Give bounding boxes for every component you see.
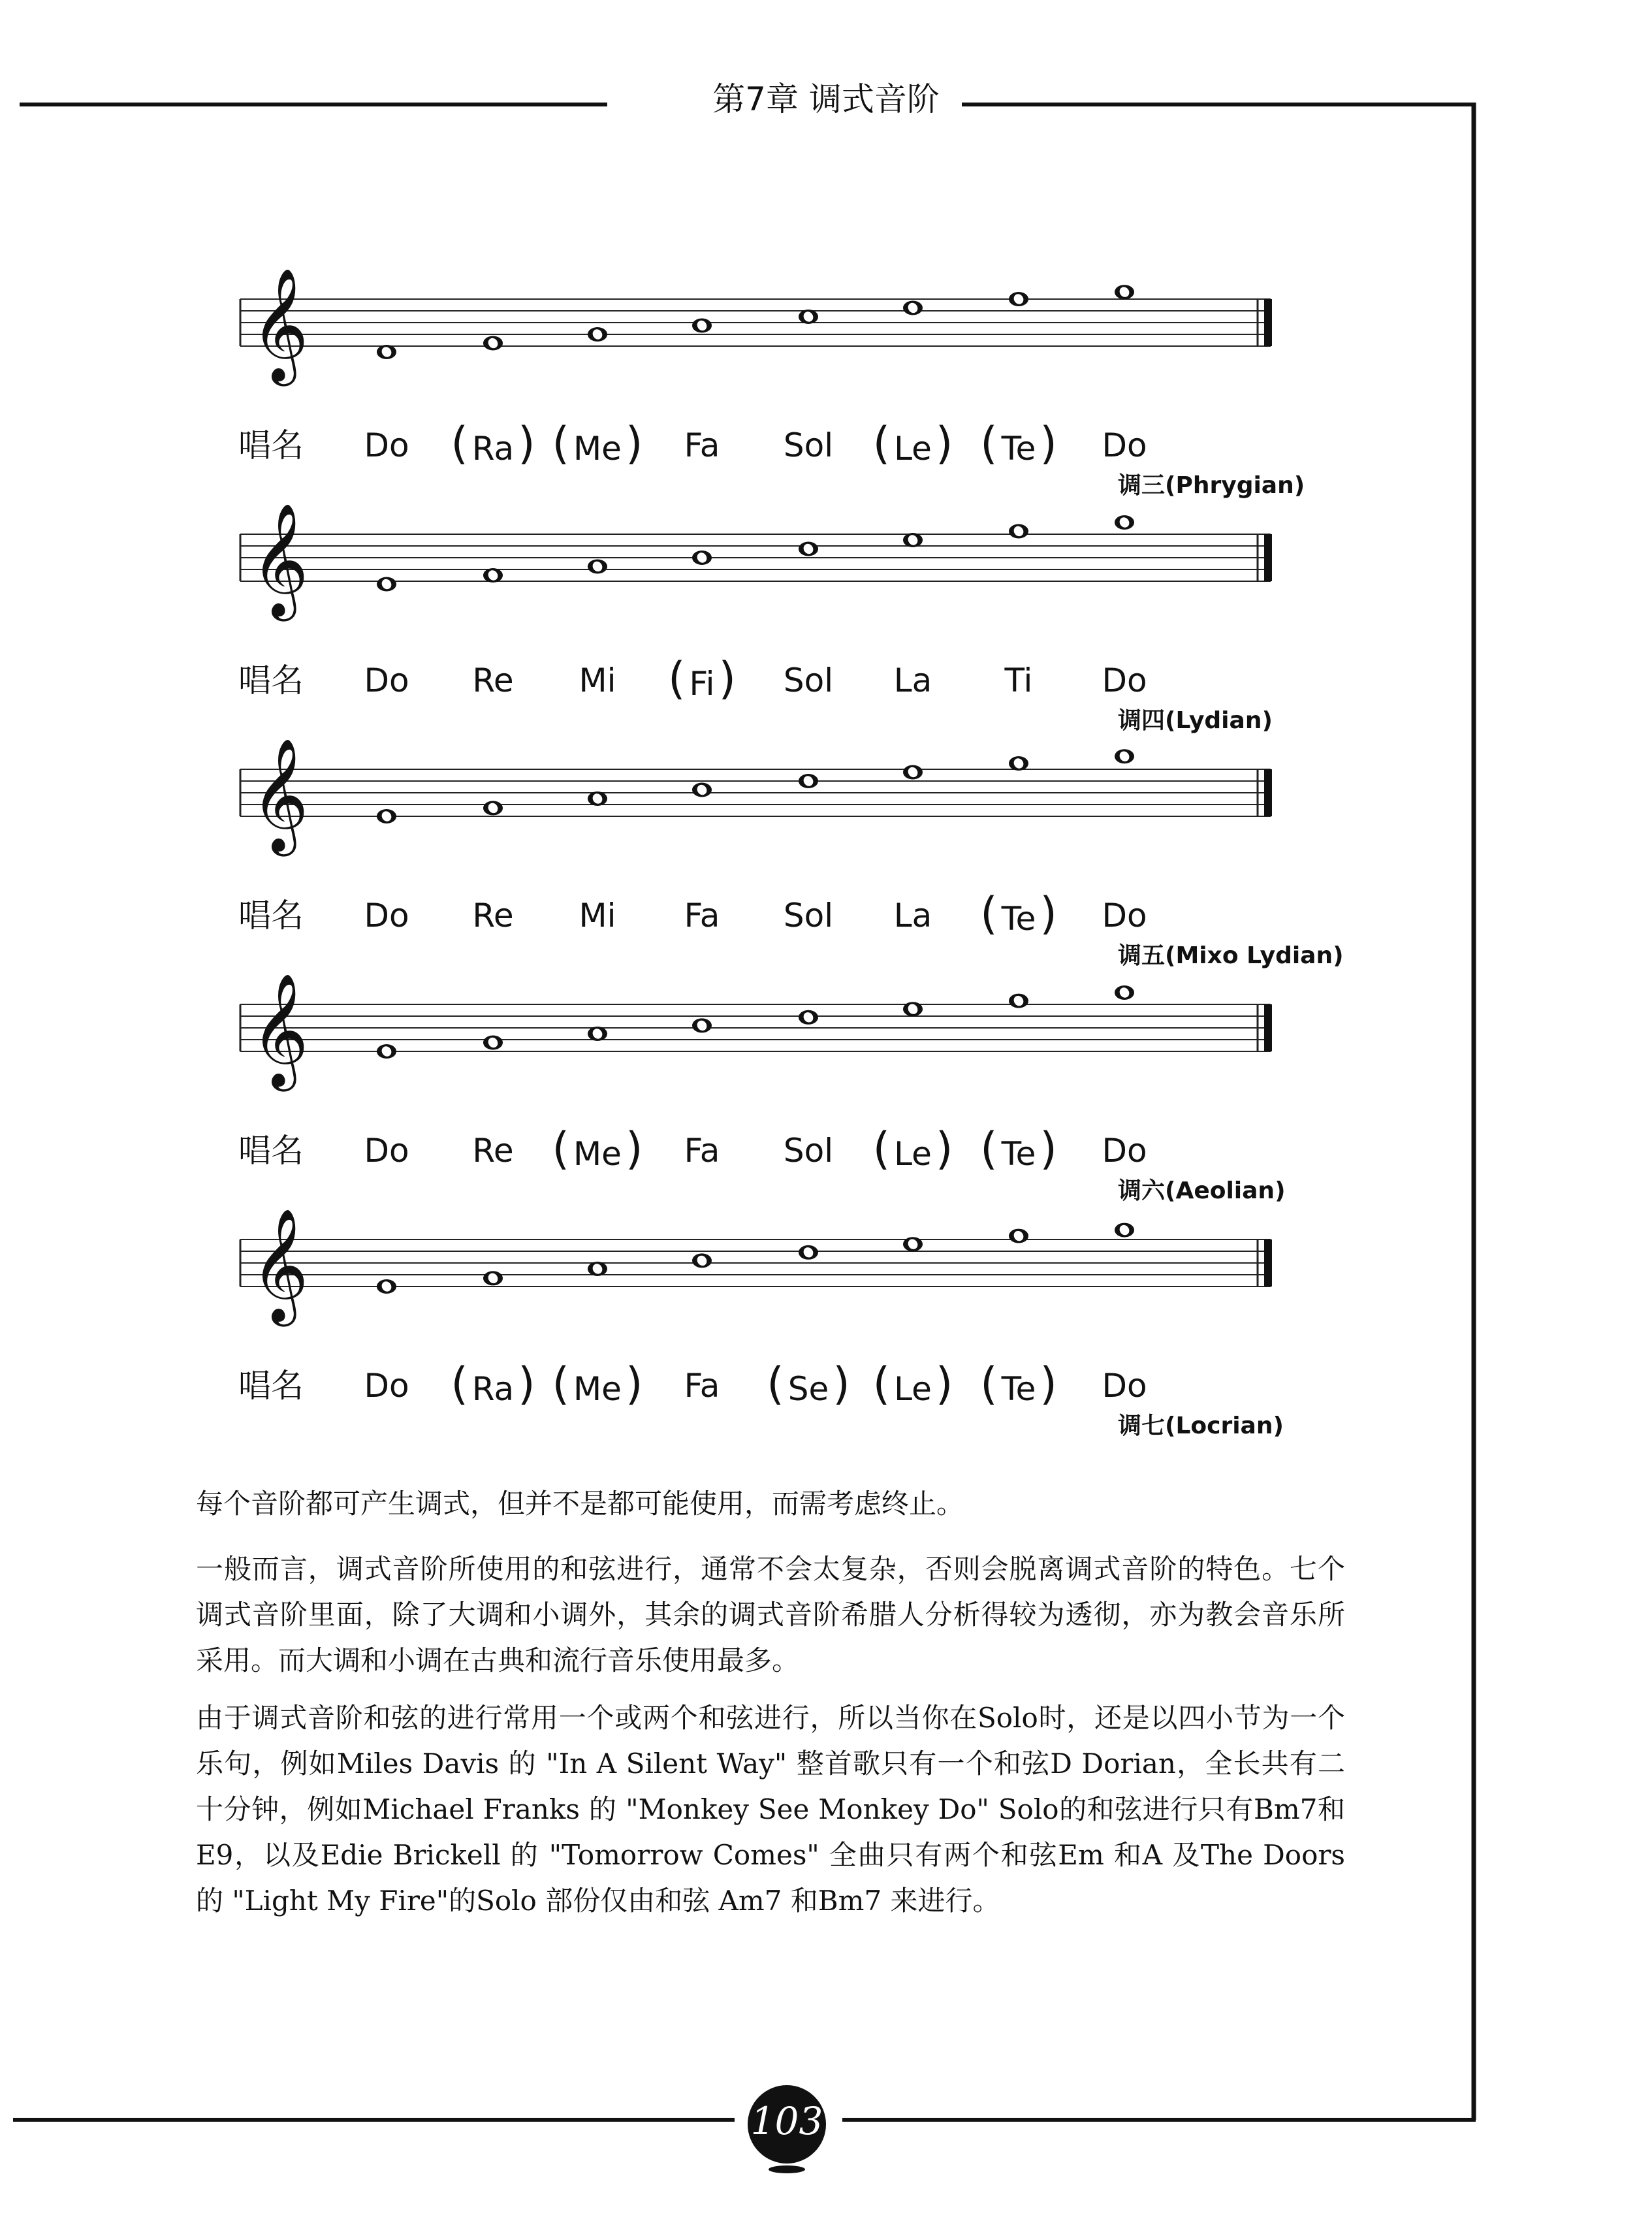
parenthesis-open: ( — [552, 418, 570, 470]
syllable-text: Le — [894, 430, 932, 468]
syllable-text: Se — [787, 1370, 829, 1408]
whole-note — [588, 560, 607, 574]
whole-note — [903, 533, 923, 547]
solfege-syllable: Do — [364, 1132, 409, 1170]
whole-note — [903, 1002, 923, 1016]
syllable-text: Le — [894, 1370, 932, 1408]
whole-note — [692, 1253, 712, 1268]
chapter-title-text: 第7章 调式音阶 — [690, 80, 962, 118]
syllable-text: Me — [573, 1135, 622, 1173]
solfege-syllable — [869, 1358, 957, 1410]
syllable-text: Te — [1001, 1370, 1036, 1408]
solfege-syllable: Sol — [783, 662, 834, 699]
solfege-syllable: Fa — [684, 1367, 720, 1405]
whole-note — [799, 1010, 818, 1025]
whole-note — [799, 310, 818, 324]
solfege-syllable: Fa — [684, 1132, 720, 1170]
whole-note — [1115, 1223, 1134, 1238]
paragraph-text: 每个音阶都可产生调式，但并不是都可能使用，而需考虑终止。 — [196, 1488, 964, 1520]
whole-note — [1115, 515, 1134, 530]
solfege-prefix: 唱名 — [238, 662, 304, 699]
barline-final-thick — [1264, 1004, 1272, 1051]
whole-note — [903, 1237, 923, 1251]
solfege-syllable: Re — [472, 1132, 514, 1170]
treble-clef-icon: 𝄞 — [251, 738, 309, 852]
parenthesis-close: ) — [935, 1123, 953, 1175]
solfege-syllable: La — [893, 662, 932, 699]
parenthesis-open: ( — [667, 653, 686, 705]
treble-clef-icon: 𝄞 — [251, 503, 309, 616]
mode-label-lydian: 调四(Lydian) — [1118, 707, 1273, 734]
whole-note — [588, 1027, 607, 1041]
parenthesis-close: ) — [625, 1123, 643, 1175]
staff — [240, 973, 1272, 1092]
whole-note — [1009, 994, 1028, 1008]
whole-note — [692, 783, 712, 797]
solfege-syllable — [976, 888, 1061, 940]
parenthesis-open: ( — [767, 1358, 784, 1410]
whole-note — [588, 791, 607, 806]
parenthesis-close: ) — [935, 418, 953, 470]
solfege-syllable — [869, 1123, 957, 1175]
whole-note — [588, 327, 607, 342]
whole-note — [903, 765, 923, 780]
whole-note — [1115, 285, 1134, 299]
whole-note — [1009, 292, 1028, 306]
syllable-text: Te — [1001, 1135, 1036, 1173]
syllable-text: Te — [1001, 900, 1036, 938]
paragraph-3 — [196, 1695, 1345, 1924]
parenthesis-close: ) — [518, 1358, 535, 1410]
parenthesis-open: ( — [980, 888, 998, 940]
solfege-syllable — [869, 418, 957, 470]
whole-note — [799, 1245, 818, 1260]
solfege-syllable: Fa — [684, 897, 720, 934]
whole-note — [692, 319, 712, 333]
solfege-syllable: Do — [1102, 1367, 1147, 1405]
treble-clef-icon: 𝄞 — [251, 973, 309, 1087]
parenthesis-open: ( — [872, 418, 891, 470]
parenthesis-open: ( — [980, 418, 998, 470]
solfege-prefix: 唱名 — [238, 426, 304, 464]
whole-note — [692, 551, 712, 565]
staff — [240, 268, 1272, 387]
parenthesis-open: ( — [451, 418, 468, 470]
whole-note — [377, 1044, 396, 1059]
parenthesis-close: ) — [718, 653, 737, 705]
staff — [240, 1208, 1272, 1327]
solfege-syllable — [976, 1358, 1061, 1410]
parenthesis-close: ) — [625, 418, 643, 470]
whole-note — [692, 1018, 712, 1032]
whole-note — [377, 577, 396, 592]
whole-note — [377, 1279, 396, 1294]
mode-label-mixolydian: 调五(Mixo Lydian) — [1118, 942, 1344, 969]
solfege-syllable: Mi — [579, 897, 616, 934]
solfege-syllable: Sol — [783, 897, 834, 934]
parenthesis-open: ( — [872, 1123, 891, 1175]
solfege-syllable: Do — [364, 426, 409, 464]
parenthesis-close: ) — [1040, 1358, 1057, 1410]
solfege-syllable: Do — [364, 897, 409, 934]
whole-note — [1009, 1229, 1028, 1243]
parenthesis-close: ) — [625, 1358, 643, 1410]
solfege-prefix: 唱名 — [238, 1367, 304, 1405]
solfege-syllable: Sol — [783, 426, 834, 464]
parenthesis-open: ( — [552, 1358, 570, 1410]
whole-note — [1115, 985, 1134, 1000]
barline-final-thick — [1264, 769, 1272, 816]
parenthesis-close: ) — [935, 1358, 953, 1410]
parenthesis-close: ) — [1040, 888, 1057, 940]
solfege-syllable: Sol — [783, 1132, 834, 1170]
solfege-syllable: Do — [364, 662, 409, 699]
syllable-text: Ra — [471, 1370, 515, 1408]
solfege-syllable — [548, 1123, 647, 1175]
barline-final-thick — [1264, 1239, 1272, 1286]
whole-note — [1009, 756, 1028, 771]
parenthesis-open: ( — [872, 1358, 891, 1410]
parenthesis-close: ) — [833, 1358, 850, 1410]
whole-note — [903, 301, 923, 315]
syllable-text: Le — [894, 1135, 932, 1173]
solfege-prefix: 唱名 — [238, 897, 304, 934]
whole-note — [799, 774, 818, 788]
parenthesis-close: ) — [1040, 418, 1057, 470]
whole-note — [799, 542, 818, 556]
solfege-syllable — [664, 653, 740, 705]
mode-label-phrygian: 调三(Phrygian) — [1118, 472, 1305, 499]
page-number: 103 — [748, 2085, 826, 2164]
staff — [240, 738, 1272, 857]
parenthesis-close: ) — [1040, 1123, 1057, 1175]
solfege-syllable — [447, 1358, 539, 1410]
solfege-syllable: Re — [472, 897, 514, 934]
whole-note — [588, 1262, 607, 1276]
whole-note — [483, 801, 503, 815]
syllable-text: Me — [573, 1370, 622, 1408]
solfege-syllable — [976, 1123, 1061, 1175]
whole-note — [377, 345, 396, 359]
solfege-syllable: Fa — [684, 426, 720, 464]
barline-final-thick — [1264, 299, 1272, 346]
paragraph-1 — [196, 1481, 1345, 1527]
solfege-syllable: La — [893, 897, 932, 934]
treble-clef-icon: 𝄞 — [251, 1208, 309, 1322]
solfege-syllable: Do — [1102, 897, 1147, 934]
parenthesis-close: ) — [518, 418, 535, 470]
whole-note — [377, 809, 396, 823]
whole-note — [483, 336, 503, 351]
whole-note — [1009, 524, 1028, 539]
solfege-syllable — [447, 418, 539, 470]
solfege-syllable: Do — [364, 1367, 409, 1405]
paragraph-text: 由于调式音阶和弦的进行常用一个或两个和弦进行，所以当你在Solo时，还是以四小节为一个乐句，例如Miles Davis 的 "In A Silent Way" 整首歌只有一个和弦D Dorian，全长共有二十分钟，例如Michael Franks 的 "Monkey See Monkey Do" Solo的和弦进行只有Bm7和E9，以及Edie Brickell 的 "Tomorrow Comes" 全曲只有两个和弦Em 和A 及The Doors 的 "Light My Fire"的Solo 部份仅由和弦 Am7 和Bm7 来进行。 — [196, 1702, 1345, 1917]
staff — [240, 503, 1272, 622]
solfege-syllable — [548, 418, 647, 470]
solfege-prefix: 唱名 — [238, 1132, 304, 1170]
treble-clef-icon: 𝄞 — [251, 268, 309, 381]
paragraph-text: 一般而言，调式音阶所使用的和弦进行，通常不会太复杂，否则会脱离调式音阶的特色。七个调式音阶里面，除了大调和小调外，其余的调式音阶希腊人分析得较为透彻，亦为教会音乐所采用。而大调和小调在古典和流行音乐使用最多。 — [196, 1553, 1345, 1676]
mode-label-aeolian: 调六(Aeolian) — [1118, 1177, 1286, 1204]
syllable-text: Te — [1001, 430, 1036, 468]
solfege-syllable: Do — [1102, 1132, 1147, 1170]
solfege-syllable: Do — [1102, 662, 1147, 699]
solfege-syllable: Do — [1102, 426, 1147, 464]
parenthesis-open: ( — [980, 1123, 998, 1175]
solfege-syllable — [763, 1358, 854, 1410]
solfege-syllable: Mi — [579, 662, 616, 699]
syllable-text: Ra — [471, 430, 515, 468]
syllable-text: Fi — [689, 665, 715, 703]
whole-note — [483, 568, 503, 583]
parenthesis-open: ( — [552, 1123, 570, 1175]
barline-final-thick — [1264, 534, 1272, 581]
solfege-syllable — [976, 418, 1061, 470]
paragraph-2 — [196, 1546, 1345, 1684]
whole-note — [1115, 749, 1134, 763]
whole-note — [483, 1271, 503, 1285]
solfege-syllable: Re — [472, 662, 514, 699]
parenthesis-open: ( — [451, 1358, 468, 1410]
mode-label-locrian: 调七(Locrian) — [1118, 1413, 1284, 1439]
whole-note — [483, 1036, 503, 1050]
parenthesis-open: ( — [980, 1358, 998, 1410]
syllable-text: Me — [573, 430, 622, 468]
solfege-syllable — [548, 1358, 647, 1410]
solfege-syllable: Ti — [1004, 662, 1033, 699]
